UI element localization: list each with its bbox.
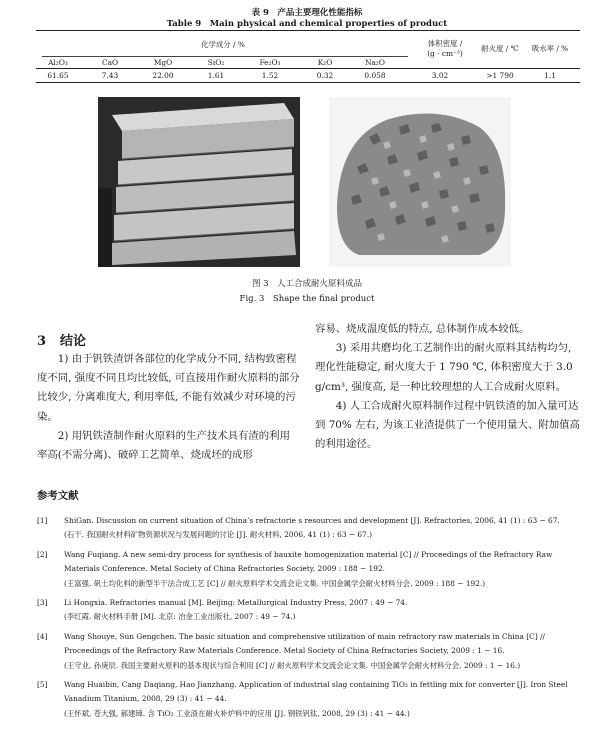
body-column-left	[37, 350, 300, 465]
density-header-line1: 体积密度 /	[427, 39, 463, 48]
paragraph-2-continued: 容易、烧成温度低的特点, 总体制作成本较低。	[315, 323, 530, 335]
reference-index: [3]	[37, 598, 48, 608]
reference-item	[37, 630, 580, 673]
density-header-line2: (g · cm⁻³)	[427, 49, 463, 58]
references-list	[37, 514, 580, 726]
paragraph-4: 4) 人工合成耐火原料制作过程中钒铁渣的加入量可达到 70% 左右, 为该工业渣提供了一个使用量大、附加值高的利用途径。	[315, 399, 580, 451]
table-group-separator	[42, 56, 408, 57]
table-header-rule	[36, 68, 580, 69]
col-header-mgo: MgO	[153, 58, 173, 67]
reference-chinese: (李红霞. 耐火材料手册 [M]. 北京: 冶金工业出版社, 2007 : 49 − 74.)	[64, 612, 296, 622]
figure-caption-en: Fig. 3 Shape the final product	[239, 294, 375, 304]
reference-index: [2]	[37, 549, 48, 559]
reference-chinese: (王怀斌, 苍大强, 郝建璋. 含 TiO₂ 工业渣在耐火补炉料中的应用 [J]. 钢铁钒钛, 2008, 29 (3) : 41 − 44.)	[64, 708, 410, 718]
references-title: 参考文献	[37, 490, 79, 502]
reference-english: Li Hongxia. Refractories manual [M]. Beijing: Metallurgical Industry Press, 2007 : 49 − 74.	[64, 598, 408, 608]
value-absorption: 1.1	[544, 71, 556, 80]
col-header-k2o: K₂O	[317, 58, 333, 67]
value-mgo: 22.00	[152, 71, 174, 80]
refractoriness-header: 耐火度 / ℃	[481, 44, 519, 53]
table-top-rule	[36, 30, 580, 31]
reference-index: [5]	[37, 680, 48, 690]
value-fe2o3: 1.52	[261, 71, 279, 80]
table-bottom-rule	[36, 82, 580, 83]
reference-item	[37, 514, 580, 543]
reference-chinese: (王富强. 矾土均化料的新型半干法合成工艺 [C] // 耐火原料学术交流会论文集. 中国金属学会耐火材料分会, 2009 : 188 − 192.)	[64, 578, 486, 588]
table-caption-cn: 表 9 产品主要理化性能指标	[251, 8, 363, 18]
reference-english: Wang Huaibin, Cang Daqiang, Hao Jianzhang. Application of industrial slag containing TiO₂ in fettling mix for converter [J]. Iron Steel Vanadium Titanium, 2008, 29 (3) : 41 − 44.	[64, 680, 568, 704]
col-header-na2o: Na₂O	[365, 58, 385, 67]
reference-chinese: (石干. 我国耐火材料矿物资源状况与发展问题的讨论 [J]. 耐火材料, 2006, 41 (1) : 63 − 67.)	[64, 530, 373, 540]
section-number: 3	[37, 334, 47, 349]
col-header-cao: CaO	[101, 58, 119, 67]
col-header-al2o3: Al₂O₃	[48, 58, 68, 67]
reference-english: Wang Fuqiang. A new semi-dry process for synthesis of bauxite homogenization material [C] // Proceedings of the Refractory Raw Materials Conference. Metal Society of China Refractories Society, 2009 : 188 − 192.	[64, 549, 553, 574]
reference-item	[37, 678, 580, 721]
figure-caption-cn: 图 3 人工合成耐火原料成品	[251, 279, 363, 289]
section-heading	[37, 330, 86, 349]
reference-chinese: (王守业, 孙庚辰. 我国主要耐火原料的基本现状与综合利用 [C] // 耐火原料学术交流会论文集. 中国金属学会耐火材料分会, 2009 : 1 − 16.)	[64, 660, 521, 670]
col-header-sio2: SiO₂	[207, 58, 225, 67]
paragraph-2: 2) 用钒铁渣制作耐火原料的生产技术具有渣的利用率高(不需分离)、破碎工艺简单、烧成坯的成形	[37, 429, 290, 462]
value-refractoriness: >1 790	[486, 71, 514, 80]
reference-index: [4]	[37, 631, 48, 641]
reference-item	[37, 596, 580, 625]
col-header-fe2o3: Fe₂O₃	[259, 58, 281, 67]
paragraph-1: 1) 由于钒铁渣饼各部位的化学成分不同, 结构致密程度不同, 强度不同且均比较低, 可直接用作耐火原料的部分比较少, 分离难度大, 利用率低, 不能有效减少对环境的污染。	[37, 353, 300, 423]
reference-english: Wang Shouye, Sun Gengchen. The basic situation and comprehensive utilization of main refractory raw materials in China [C] // Proceedings of the Refractory Raw Materials Conference. Metal Society of China Refractories Society, 2009 : 1 − 16.	[64, 631, 546, 656]
value-sio2: 1.61	[207, 71, 225, 80]
photo-after-crushing	[329, 97, 511, 267]
section-title: 结论	[60, 334, 87, 349]
reference-english: ShiGan. Discussion on current situation of China’s refractorie s resources and development [J]. Refractories, 2006, 41 (1) : 63 − 67.	[64, 516, 560, 525]
reference-item	[37, 548, 580, 591]
value-cao: 7.43	[101, 71, 119, 80]
value-density: 3.02	[431, 71, 449, 80]
paragraph-3: 3) 采用共磨均化工艺制作出的耐火原料其结构均匀, 理化性能稳定, 耐火度大于 1 790 ℃, 体积密度大于 3.0 g/cm³, 强度高, 是一种比较理想的人工合成耐火原料。	[315, 342, 573, 393]
value-al2o3: 61.65	[47, 71, 69, 80]
reference-index: [1]	[37, 516, 48, 525]
table-group-header: 化学成分 / %	[201, 40, 245, 49]
value-na2o: 0.058	[364, 71, 386, 80]
body-column-right	[315, 320, 580, 454]
absorption-header: 吸水率 / %	[531, 44, 569, 53]
table-caption-en: Table 9 Main physical and chemical properties of product	[166, 19, 448, 29]
photo-before-crushing	[98, 97, 300, 267]
value-k2o: 0.32	[316, 71, 334, 80]
